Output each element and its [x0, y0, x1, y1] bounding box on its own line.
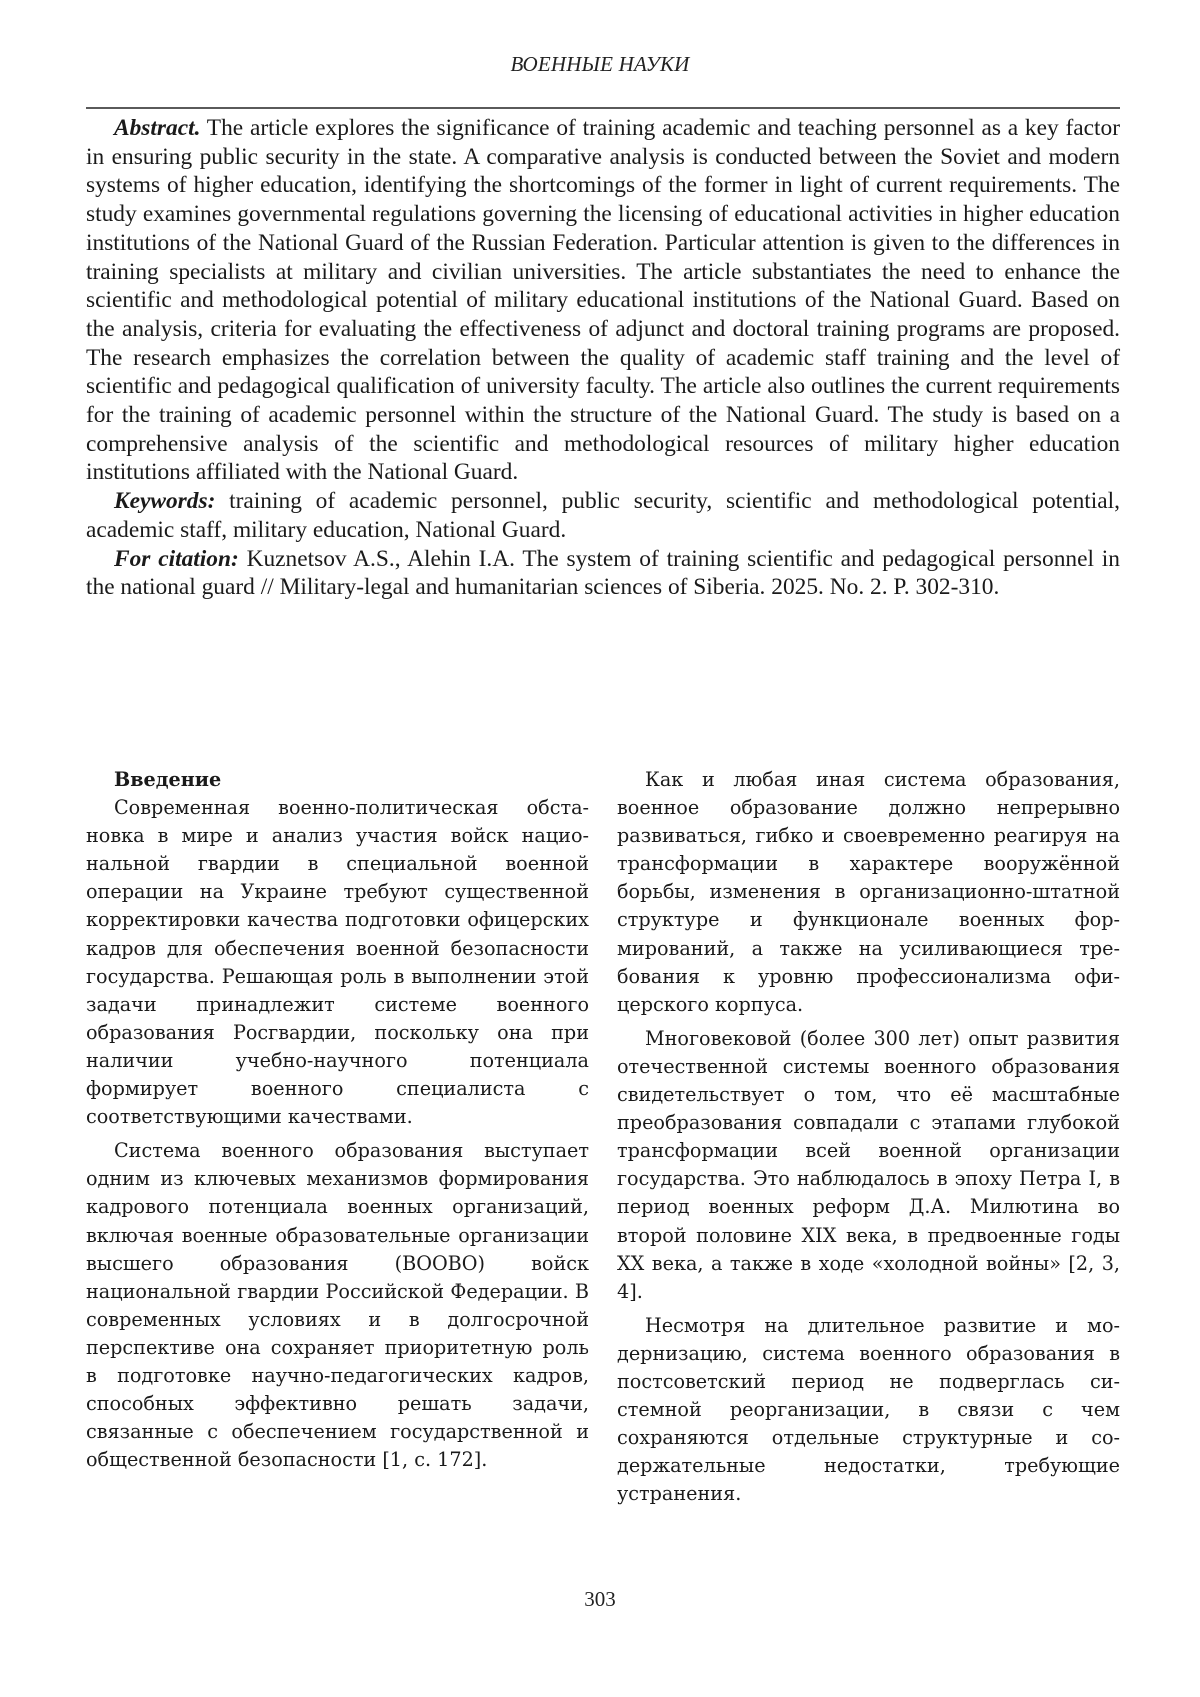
abstract-paragraph: [86, 114, 1120, 487]
body-paragraph: Несмотря на длительное развитие и модернизацию, система военного образования в постсоветский период не подверглась системной реорганизации, в связи с чем сохраняются отдельные структурные и содержательные недостатки, требующие устранения.: [617, 1313, 1120, 1506]
header-divider: [86, 107, 1120, 109]
keywords-paragraph: [86, 487, 1120, 544]
running-head-title: ВОЕННЫЕ НАУКИ: [510, 52, 690, 76]
right-column: [617, 766, 1120, 1514]
abstract-text: The article explores the significance of training academic and teaching personnel as a key factor in ensuring public security in the state. A comparative analysis is conducted between the Soviet and modern systems of higher education, identifying the shortcomings of the former in light of current requirements. The study examines governmental regulations governing the licensing of educational activities in higher education institutions of the National Guard of the Russian Federation. Particular attention is given to the differences in training specialists at military and civilian universities. The article substantiates the need to enhance the scientific and methodological potential of military educational institutions of the National Guard. Based on the analysis, criteria for evaluating the effectiveness of adjunct and doctoral training programs are proposed. The research emphasizes the correlation between the quality of academic staff training and the level of scientific and pedagogical qualification of university faculty. The article also outlines the current requirements for the training of academic personnel within the structure of the National Guard. The study is based on a comprehensive analysis of the scientific and methodological resources of military higher education institutions affiliated with the National Guard.: [86, 115, 1120, 486]
body-paragraph: Многовековой (более 300 лет) опыт развития отечественной системы военного образования свидетельствует о том, что её масштабные преобразования совпадали с этапами глубокой трансформации всей военной организации государства. Это наблюдалось в эпоху Петра I, в период военных реформ Д.А. Милютина во второй половине XIX века, в предвоенные годы XX века, а также в ходе «холодной войны» [2, 3, 4].: [617, 1026, 1120, 1303]
citation-paragraph: [86, 545, 1120, 602]
page-number: 303: [584, 1587, 616, 1611]
body-columns: [86, 766, 1120, 1514]
abstract-label: Abstract.: [114, 115, 201, 141]
body-paragraph: Система военного образования выступает одним из ключевых механизмов формирования кадрового потенциала военных организаций, включая военные образовательные организации высшего образования (ВООВО) войск национальной гвардии Российской Федерации. В современных условиях и в долгосрочной перспективе она сохраняет приоритетную роль в подготовке научно-педагогических кадров, способных эффективно решать задачи, связанные с обеспечением государственной и общественной безопасности [1, с. 172].: [86, 1139, 589, 1472]
citation-label: For citation:: [114, 545, 239, 572]
abstract-section: [86, 114, 1120, 602]
body-paragraph: Как и любая иная система образования, военное образование должно непрерывно развиваться, гибко и своевременно реагируя на трансформации в характере вооружённой борьбы, изменения в организационно-штатной структуре и функционале военных формирований, а также на усиливающиеся требования к уровню профессионализма офицерского корпуса.: [617, 768, 1120, 1016]
body-paragraph: Современная военно-политическая обстановка в мире и анализ участия войск национальной гвардии в специальной военной операции на Украине требуют существенной корректировки качества подготовки офицерских кадров для обеспечения военной безопасности государства. Решающая роль в выполнении этой задачи принадлежит системе военного образования Росгвардии, поскольку она при наличии учебно-научного потенциала формирует военного специалиста с соответствующими качествами.: [86, 796, 589, 1129]
keywords-label: Keywords:: [114, 488, 216, 515]
section-heading-introduction: Введение: [114, 768, 222, 791]
citation-text: Kuznetsov A.S., Alehin I.A. The system of training scientific and pedagogical personnel in the national guard // Military-legal and humanitarian sciences of Siberia. 2025. No. 2. P. 302-310.: [86, 545, 1121, 601]
left-column: [86, 766, 589, 1514]
keywords-text: training of academic personnel, public security, scientific and methodological potential, academic staff, military education, National Guard.: [86, 488, 1120, 543]
